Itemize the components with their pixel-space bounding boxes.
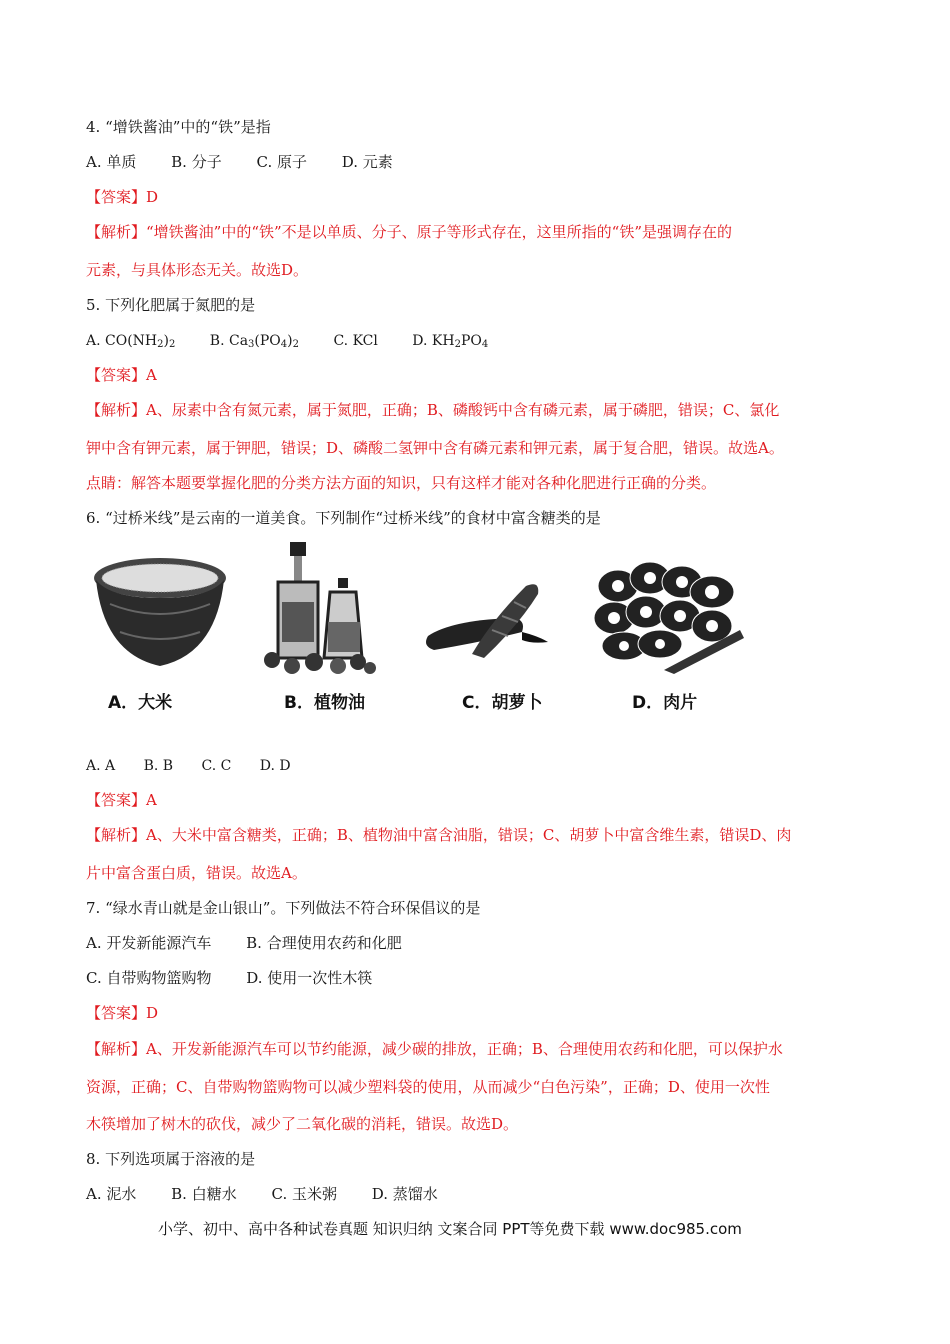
caption-b: B．植物油 [284,693,365,713]
answer-6: 【答案】A [86,791,157,809]
analysis-4-line-2: 元素，与具体形态无关。故选D。 [86,261,309,279]
answer-7: 【答案】D [86,1004,159,1022]
option-c: C. 原子 [256,153,307,171]
option-c: C. C [201,758,232,774]
question-5-options [86,330,518,356]
page-footer: 小学、初中、高中各种试卷真题 知识归纳 文案合同 PPT等免费下载 www.doc985.com [158,1220,742,1238]
question-8-options [86,1183,468,1205]
question-7: 7. “绿水青山就是金山银山”。下列做法不符合环保倡议的是 [86,899,481,917]
analysis-7-line-3: 木筷增加了树木的砍伐，减少了二氧化碳的消耗，错误。故选D。 [86,1115,519,1133]
option-a: A. 泥水 [86,1185,137,1203]
option-d: D. 使用一次性木筷 [246,969,373,987]
analysis-4-line-1: 【解析】“增铁酱油”中的“铁”不是以单质、分子、原子等形式存在，这里所指的“铁”是强调存在的 [86,223,733,241]
analysis-6-line-2: 片中富含蛋白质，错误。故选A。 [86,864,307,882]
option-c: C. 玉米粥 [271,1185,337,1203]
option-b: B. 合理使用农药和化肥 [246,934,402,952]
answer-4: 【答案】D [86,188,159,206]
question-6-options [86,755,315,777]
option-b: B. B [143,758,174,774]
food-images [86,540,766,720]
analysis-5-line-3: 点睛：解答本题要掌握化肥的分类方法方面的知识，只有这样才能对各种化肥进行正确的分类。 [86,474,717,492]
question-4-options [86,151,423,173]
answer-5: 【答案】A [86,366,157,384]
oil-bottles-icon [258,542,378,674]
analysis-5-line-2: 钾中含有钾元素，属于钾肥，错误；D、磷酸二氢钾中含有磷元素和钾元素，属于复合肥，错误。故选A。 [86,439,784,457]
option-a: A. 单质 [86,153,137,171]
option-a: A. $CO(NH_2)_2$ [86,333,176,350]
rice-bowl-icon [90,554,230,674]
meat-slices-icon [594,556,744,674]
option-a: A. A [86,758,116,774]
option-a: A. 开发新能源汽车 [86,934,212,952]
option-b: B. 白糖水 [171,1185,237,1203]
option-d: D. 蒸馏水 [371,1185,438,1203]
question-8: 8. 下列选项属于溶液的是 [86,1150,256,1168]
option-c: C. KCl [333,333,378,349]
analysis-6-line-1: 【解析】A、大米中富含糖类，正确；B、植物油中富含油脂，错误；C、胡萝卜中富含维生素，错误D、肉 [86,826,792,844]
caption-d: D．肉片 [632,693,698,713]
question-4: 4. “增铁酱油”中的“铁”是指 [86,118,271,136]
question-6: 6. “过桥米线”是云南的一道美食。下列制作“过桥米线”的食材中富含糖类的是 [86,509,601,527]
caption-a: A．大米 [108,693,173,713]
option-d: D. D [259,758,291,774]
option-d: D. 元素 [341,153,393,171]
option-b: B. $Ca_3(PO_4)_2$ [209,333,299,350]
question-7-options-row-2 [86,967,402,989]
analysis-7-line-1: 【解析】A、开发新能源汽车可以节约能源，减少碳的排放，正确；B、合理使用农药和化肥，可以保护水 [86,1040,783,1058]
analysis-7-line-2: 资源，正确；C、自带购物篮购物可以减少塑料袋的使用，从而减少“白色污染”，正确；D、使用一次性 [86,1078,770,1096]
option-c: C. 自带购物篮购物 [86,969,212,987]
question-7-options-row-1 [86,932,432,954]
analysis-5-line-1: 【解析】A、尿素中含有氮元素，属于氮肥，正确；B、磷酸钙中含有磷元素，属于磷肥，错误；C、氯化 [86,401,780,419]
option-b: B. 分子 [171,153,222,171]
option-d: D. $KH_2PO_4$ [412,333,489,350]
carrot-icon [422,580,552,660]
caption-c: C．胡萝卜 [462,693,543,713]
question-5: 5. 下列化肥属于氮肥的是 [86,296,256,314]
